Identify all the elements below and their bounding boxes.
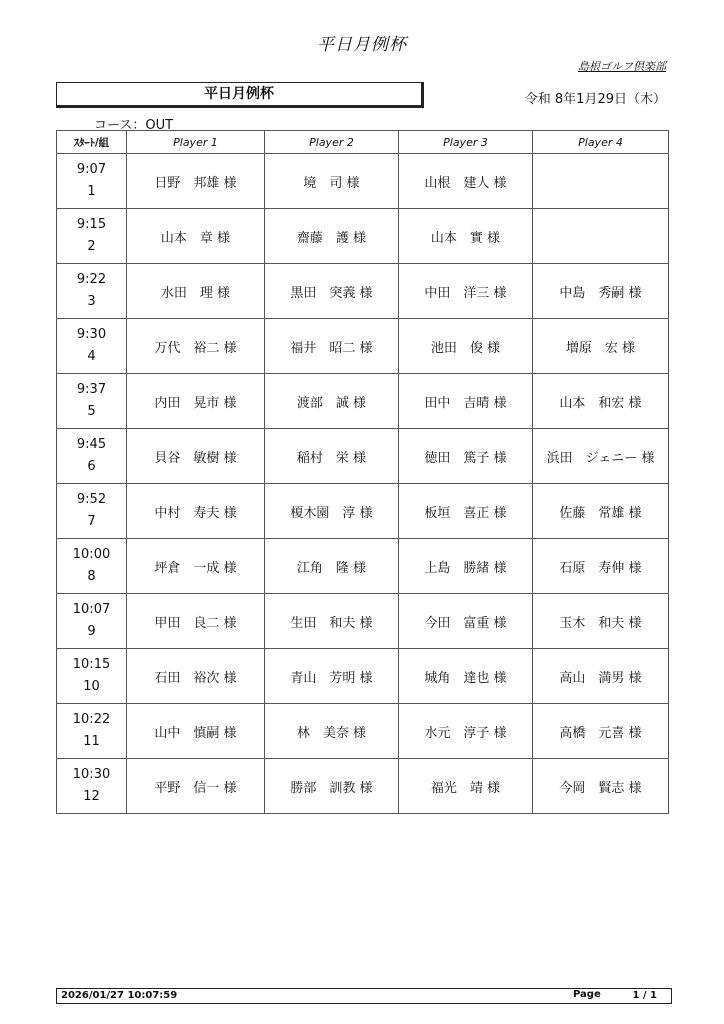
start-time: 10:07 [72, 602, 111, 617]
player-3-cell: 山根 建人 様 [399, 154, 533, 209]
table-row [57, 594, 669, 649]
header-start-group: ｽﾀｰﾄ/組 [57, 131, 127, 154]
player-3-cell: 城角 達也 様 [399, 649, 533, 704]
player-3-cell: 上島 勝緒 様 [399, 539, 533, 594]
player-2-cell: 境 司 様 [265, 154, 399, 209]
start-time: 9:37 [76, 382, 107, 397]
group-number: 4 [87, 349, 96, 364]
group-number: 11 [83, 734, 100, 749]
player-1-cell: 甲田 良二 様 [127, 594, 265, 649]
group-number: 2 [87, 239, 96, 254]
header-player-1: Player 1 [127, 131, 265, 154]
page-number: 1 / 1 [632, 990, 657, 1001]
start-cell [57, 429, 127, 484]
table-row [57, 264, 669, 319]
player-1-cell: 山本 章 様 [127, 209, 265, 264]
start-schedule-table [56, 130, 669, 814]
player-1-cell: 水田 理 様 [127, 264, 265, 319]
player-1-cell: 平野 信一 様 [127, 759, 265, 814]
start-cell [57, 759, 127, 814]
group-number: 5 [87, 404, 96, 419]
table-row [57, 759, 669, 814]
start-time: 9:22 [76, 272, 107, 287]
start-time: 10:30 [72, 767, 111, 782]
player-3-cell: 池田 俊 様 [399, 319, 533, 374]
player-4-cell: 石原 寿伸 様 [533, 539, 669, 594]
player-2-cell: 齋藤 護 様 [265, 209, 399, 264]
table-row [57, 539, 669, 594]
player-2-cell: 江角 隆 様 [265, 539, 399, 594]
group-number: 3 [87, 294, 96, 309]
group-number: 1 [87, 184, 96, 199]
player-2-cell: 林 美奈 様 [265, 704, 399, 759]
start-time: 10:00 [72, 547, 111, 562]
player-2-cell: 黒田 突義 様 [265, 264, 399, 319]
player-4-cell: 佐藤 常雄 様 [533, 484, 669, 539]
player-2-cell: 生田 和夫 様 [265, 594, 399, 649]
start-time: 9:45 [76, 437, 107, 452]
player-4-cell: 高橋 元喜 様 [533, 704, 669, 759]
start-time: 9:30 [76, 327, 107, 342]
table-row [57, 704, 669, 759]
player-1-cell: 中村 寿夫 様 [127, 484, 265, 539]
print-timestamp: 2026/01/27 10:07:59 [61, 990, 178, 1001]
player-1-cell: 内田 晃市 様 [127, 374, 265, 429]
player-3-cell: 今田 富重 様 [399, 594, 533, 649]
player-4-cell: 玉木 和夫 様 [533, 594, 669, 649]
player-4-cell: 今岡 賢志 様 [533, 759, 669, 814]
player-2-cell: 勝部 訓教 様 [265, 759, 399, 814]
player-1-cell: 坪倉 一成 様 [127, 539, 265, 594]
player-2-cell: 福井 昭二 様 [265, 319, 399, 374]
page-label: Page [573, 989, 601, 1000]
group-number: 9 [87, 624, 96, 639]
header-player-4: Player 4 [533, 131, 669, 154]
player-4-cell: 浜田 ジェニー 様 [533, 429, 669, 484]
start-cell [57, 704, 127, 759]
player-3-cell: 福光 靖 様 [399, 759, 533, 814]
player-4-cell [533, 209, 669, 264]
start-time: 9:07 [76, 162, 107, 177]
table-row [57, 209, 669, 264]
player-1-cell: 万代 裕二 様 [127, 319, 265, 374]
start-cell [57, 649, 127, 704]
player-2-cell: 稲村 栄 様 [265, 429, 399, 484]
group-number: 10 [83, 679, 100, 694]
group-number: 12 [83, 789, 100, 804]
player-1-cell: 山中 慎嗣 様 [127, 704, 265, 759]
table-row [57, 429, 669, 484]
table-row [57, 319, 669, 374]
player-3-cell: 山本 實 様 [399, 209, 533, 264]
document-title: 平日月例杯 [317, 35, 407, 55]
player-4-cell: 高山 満男 様 [533, 649, 669, 704]
player-4-cell [533, 154, 669, 209]
footer-bar [56, 988, 672, 1004]
player-2-cell: 渡部 誠 様 [265, 374, 399, 429]
player-1-cell: 石田 裕次 様 [127, 649, 265, 704]
start-time: 9:15 [76, 217, 107, 232]
start-cell [57, 209, 127, 264]
table-row [57, 154, 669, 209]
player-4-cell: 増原 宏 様 [533, 319, 669, 374]
player-1-cell: 貝谷 敏樹 様 [127, 429, 265, 484]
course-label: コース：OUT [94, 118, 174, 133]
player-1-cell: 日野 邦雄 様 [127, 154, 265, 209]
player-2-cell: 榎木園 淳 様 [265, 484, 399, 539]
start-cell [57, 374, 127, 429]
start-time: 9:52 [76, 492, 107, 507]
player-3-cell: 田中 吉晴 様 [399, 374, 533, 429]
start-time: 10:15 [72, 657, 111, 672]
start-cell [57, 484, 127, 539]
start-cell [57, 539, 127, 594]
player-4-cell: 山本 和宏 様 [533, 374, 669, 429]
player-4-cell: 中島 秀嗣 様 [533, 264, 669, 319]
group-number: 8 [87, 569, 96, 584]
player-2-cell: 青山 芳明 様 [265, 649, 399, 704]
group-number: 6 [87, 459, 96, 474]
group-number: 7 [87, 514, 96, 529]
player-3-cell: 徳田 篤子 様 [399, 429, 533, 484]
table-row [57, 484, 669, 539]
start-cell [57, 594, 127, 649]
table-row [57, 374, 669, 429]
start-cell [57, 154, 127, 209]
player-3-cell: 板垣 喜正 様 [399, 484, 533, 539]
start-time: 10:22 [72, 712, 111, 727]
player-3-cell: 水元 淳子 様 [399, 704, 533, 759]
player-3-cell: 中田 洋三 様 [399, 264, 533, 319]
club-name: 島根ゴルフ倶楽部 [578, 60, 666, 73]
header-player-2: Player 2 [265, 131, 399, 154]
event-title-box: 平日月例杯 [56, 82, 424, 108]
start-cell [57, 319, 127, 374]
header-player-3: Player 3 [399, 131, 533, 154]
event-date: 令和 8年1月29日（木） [524, 92, 666, 107]
table-header-row [57, 131, 669, 154]
start-cell [57, 264, 127, 319]
table-row [57, 649, 669, 704]
